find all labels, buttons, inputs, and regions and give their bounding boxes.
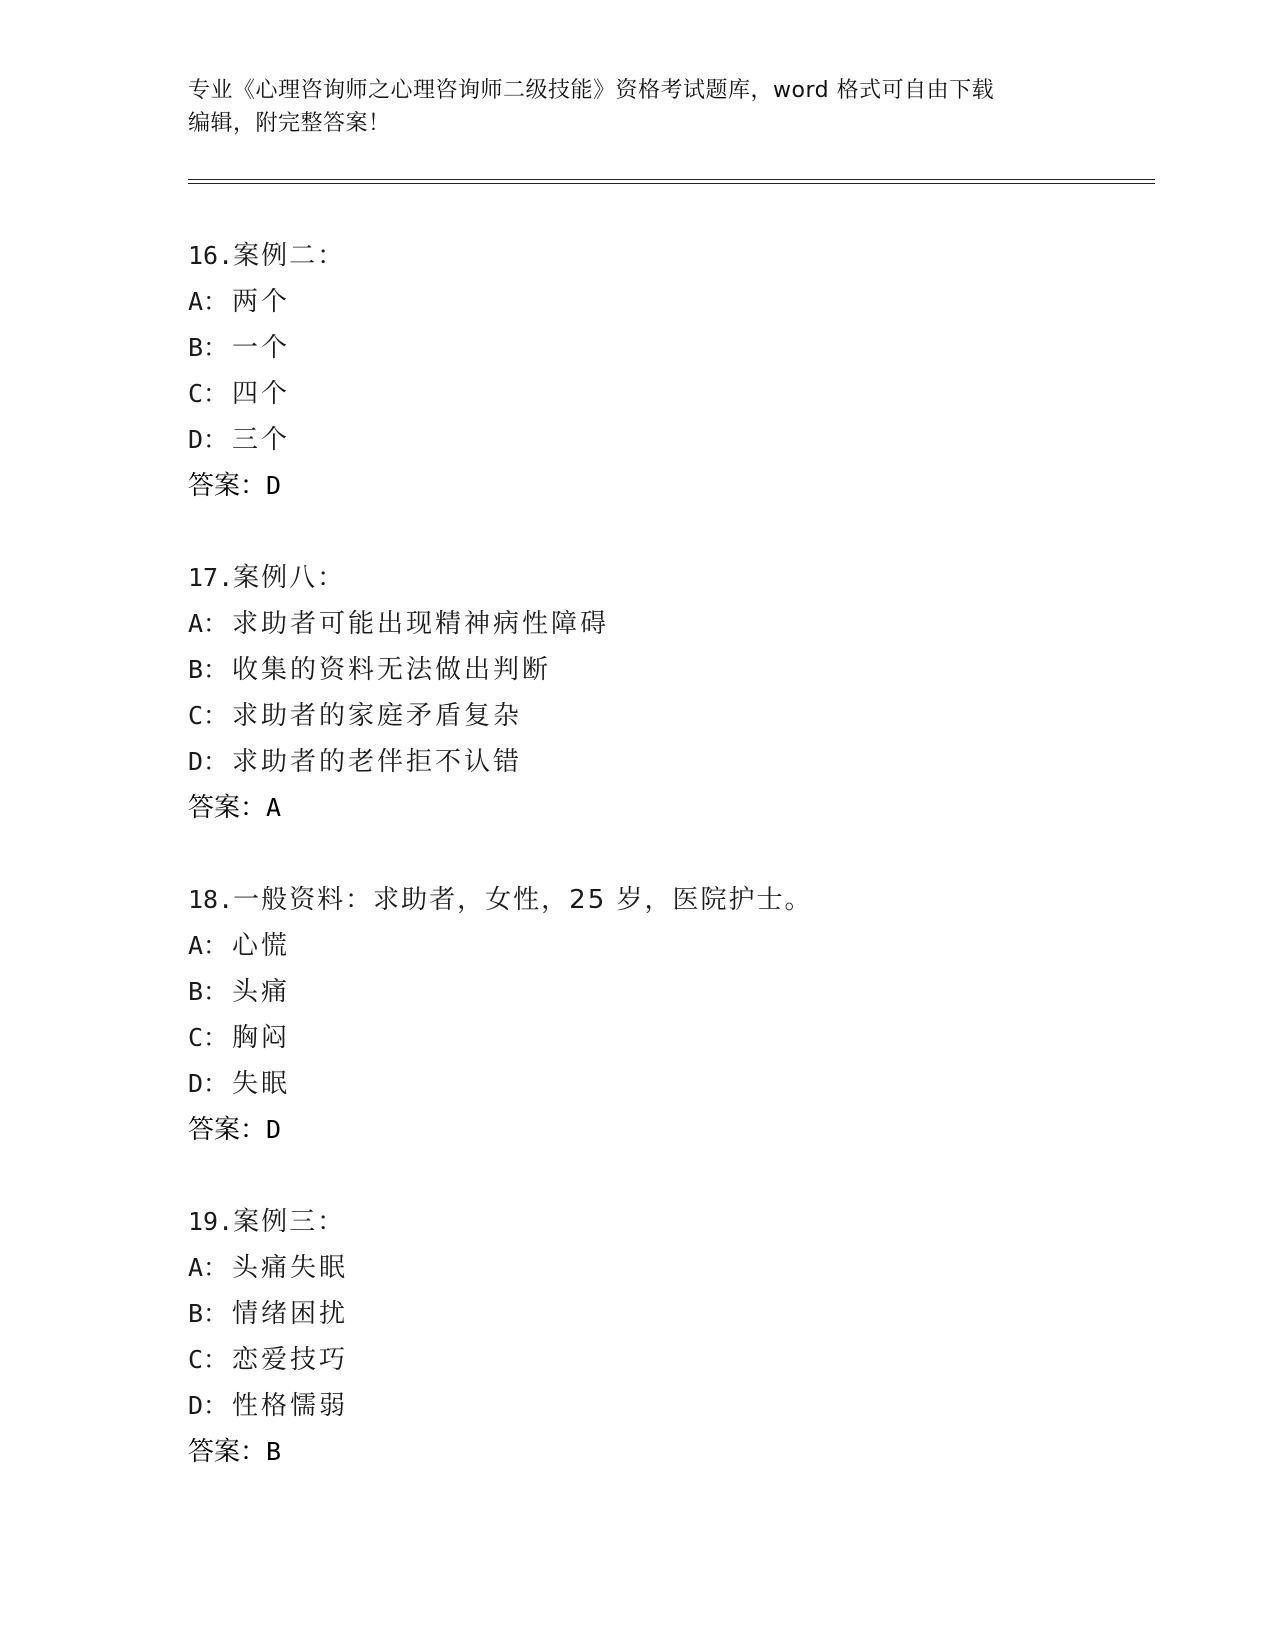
- option-b: [188, 1291, 1148, 1337]
- option-d: [188, 739, 1148, 785]
- question-19: [188, 1199, 1148, 1475]
- option-text: 两个: [232, 287, 291, 317]
- answer-line: [188, 785, 1148, 831]
- option-letter: B：: [188, 977, 229, 1006]
- option-b: [188, 325, 1148, 371]
- header-line-2: 编辑，附完整答案！: [188, 111, 391, 136]
- option-c: [188, 1015, 1148, 1061]
- option-text: 求助者可能出现精神病性障碍: [232, 609, 610, 639]
- option-text: 情绪困扰: [232, 1299, 349, 1329]
- option-text: 一个: [232, 333, 291, 363]
- option-text: 求助者的老伴拒不认错: [232, 747, 523, 777]
- option-b: [188, 969, 1148, 1015]
- option-letter: A：: [188, 287, 229, 316]
- option-letter: D：: [188, 747, 229, 776]
- option-letter: C：: [188, 1023, 229, 1052]
- answer-value: B: [266, 1437, 282, 1466]
- document-header: [188, 74, 1078, 140]
- question-text: 案例八：: [233, 563, 346, 593]
- question-17: [188, 555, 1148, 831]
- question-number: 19.: [188, 1207, 234, 1236]
- answer-label: 答案：: [188, 471, 267, 501]
- option-d: [188, 1061, 1148, 1107]
- answer-line: [188, 1429, 1148, 1475]
- option-d: [188, 1383, 1148, 1429]
- option-text: 性格懦弱: [232, 1391, 349, 1421]
- option-a: [188, 279, 1148, 325]
- question-number: 17.: [188, 563, 234, 592]
- option-text: 四个: [232, 379, 291, 409]
- option-text: 恋爱技巧: [232, 1345, 349, 1375]
- option-text: 失眠: [232, 1069, 291, 1099]
- option-a: [188, 923, 1148, 969]
- option-text: 头痛失眠: [232, 1253, 349, 1283]
- option-text: 三个: [232, 425, 291, 455]
- question-number: 16.: [188, 241, 234, 270]
- option-c: [188, 1337, 1148, 1383]
- option-text: 头痛: [232, 977, 291, 1007]
- question-18: [188, 877, 1148, 1153]
- answer-value: D: [266, 471, 282, 500]
- option-text: 收集的资料无法做出判断: [232, 655, 552, 685]
- question-text: 案例二：: [233, 241, 346, 271]
- question-stem: [188, 1199, 1148, 1245]
- question-16: [188, 233, 1148, 509]
- option-letter: D：: [188, 425, 229, 454]
- option-letter: C：: [188, 701, 229, 730]
- answer-label: 答案：: [188, 793, 267, 823]
- option-letter: A：: [188, 931, 229, 960]
- option-letter: C：: [188, 1345, 229, 1374]
- option-c: [188, 371, 1148, 417]
- answer-line: [188, 1107, 1148, 1153]
- option-b: [188, 647, 1148, 693]
- question-stem: [188, 233, 1148, 279]
- answer-label: 答案：: [188, 1115, 267, 1145]
- option-a: [188, 1245, 1148, 1291]
- option-a: [188, 601, 1148, 647]
- option-letter: D：: [188, 1069, 229, 1098]
- option-text: 求助者的家庭矛盾复杂: [232, 701, 523, 731]
- option-letter: B：: [188, 655, 229, 684]
- header-divider-bottom: [188, 183, 1155, 184]
- option-text: 心慌: [232, 931, 291, 961]
- option-letter: B：: [188, 1299, 229, 1328]
- header-line-1: 专业《心理咨询师之心理咨询师二级技能》资格考试题库，word 格式可自由下载: [188, 78, 995, 103]
- option-d: [188, 417, 1148, 463]
- option-letter: A：: [188, 1253, 229, 1282]
- answer-line: [188, 463, 1148, 509]
- option-letter: B：: [188, 333, 229, 362]
- answer-value: A: [266, 793, 282, 822]
- option-letter: C：: [188, 379, 229, 408]
- question-stem: [188, 555, 1148, 601]
- question-text: 一般资料：求助者，女性，25 岁，医院护士。: [233, 885, 813, 915]
- option-text: 胸闷: [232, 1023, 291, 1053]
- question-stem: [188, 877, 1148, 923]
- question-text: 案例三：: [233, 1207, 346, 1237]
- question-list: [188, 233, 1148, 1521]
- question-number: 18.: [188, 885, 234, 914]
- answer-value: D: [266, 1115, 282, 1144]
- option-letter: A：: [188, 609, 229, 638]
- answer-label: 答案：: [188, 1437, 267, 1467]
- header-divider-top: [188, 179, 1155, 180]
- option-letter: D：: [188, 1391, 229, 1420]
- option-c: [188, 693, 1148, 739]
